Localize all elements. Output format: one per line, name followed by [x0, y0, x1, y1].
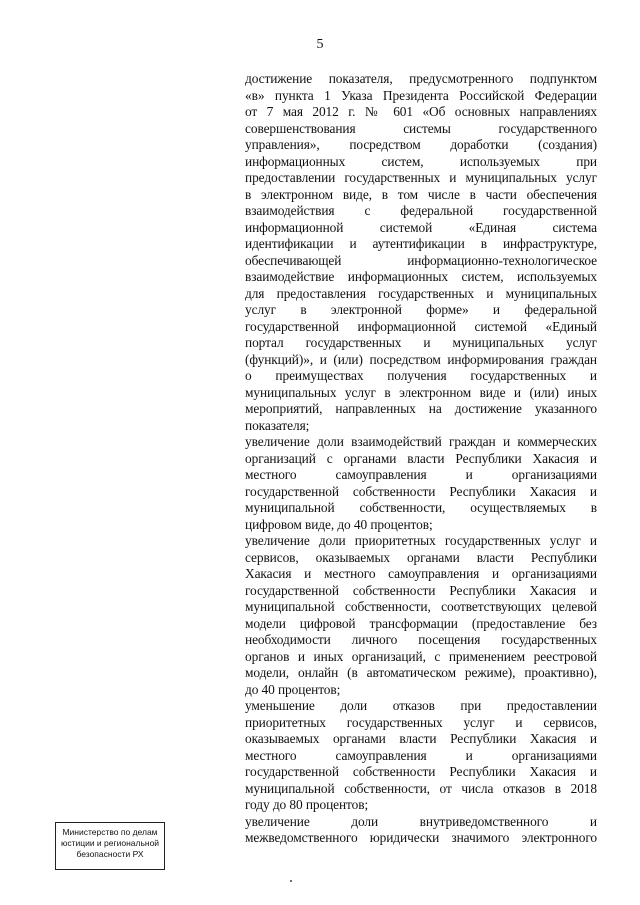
text-line: мероприятий, направленных на достижение указанного: [245, 401, 597, 416]
text-line: уменьшение доли отказов при предоставлении: [245, 698, 597, 713]
text-line: идентификации и аутентификации в инфраструктуре,: [245, 236, 597, 251]
text-line: «в» пункта 1 Указа Президента Российской Федерации: [245, 87, 597, 103]
text-line: оказываемых органами власти Республики Хакасия и: [245, 731, 597, 746]
text-line: межведомственного юридически значимого электронного: [245, 830, 597, 845]
text-line: муниципальных услуг в электронном виде и (или) иных: [245, 384, 597, 400]
text-line: Хакасия и местного самоуправления и организациями: [245, 566, 597, 581]
text-line: совершенствования системы государственного: [245, 120, 597, 136]
text-line: местного самоуправления и организациями: [245, 747, 597, 763]
text-line: услуг в электронной форме» и федеральной: [245, 302, 597, 317]
text-line: достижение показателя, предусмотренного подпунктом: [245, 71, 597, 86]
text-line: обеспечивающей информационно-технологическое: [245, 252, 597, 268]
text-line: от 7 мая 2012 г. № 601 «Об основных направлениях: [245, 104, 597, 119]
text-line: цифровом виде, до 40 процентов;: [245, 516, 433, 532]
text-line: модели цифровой трансформации (предоставление без: [245, 615, 597, 631]
text-line: портал государственных и муниципальных услуг: [245, 335, 597, 350]
ministry-stamp: [55, 822, 165, 870]
text-line: государственной собственности Республики Хакасия и: [245, 582, 597, 598]
page-number: 5: [316, 37, 324, 52]
text-line: показателя;: [245, 417, 310, 433]
text-line: увеличение доли приоритетных государственных услуг и: [245, 533, 597, 548]
stamp-line: Министерство по делам: [62, 827, 158, 837]
text-line: сервисов, оказываемых органами власти Республики: [245, 549, 597, 565]
text-line: государственной информационной системой «Единый: [245, 318, 597, 334]
text-line: управления», посредством доработки (создания): [245, 137, 597, 152]
text-line: (функций)», и (или) посредством информирования граждан: [245, 351, 597, 367]
text-line: государственной собственности Республики Хакасия и: [245, 483, 597, 499]
stamp-line: юстиции и региональной: [60, 838, 160, 848]
text-line: информационной системой «Единая система: [245, 219, 597, 235]
text-line: муниципальной собственности, от числа отказов в 2018: [245, 780, 597, 796]
text-line: увеличение доли внутриведомственного и: [245, 813, 597, 829]
text-line: о преимуществах получения государственных и: [245, 368, 597, 383]
text-line: государственной собственности Республики Хакасия и: [245, 764, 597, 779]
text-line: муниципальной собственности, соответствующих целевой: [245, 599, 597, 614]
text-line: в электронном виде, в том числе в части обеспечения: [245, 186, 597, 202]
text-line: модели, онлайн (в автоматическом режиме), проактивно),: [245, 665, 597, 680]
text-line: местного самоуправления и организациями: [245, 467, 597, 482]
text-line: до 40 процентов;: [245, 681, 341, 697]
text-line: информационных систем, используемых при: [245, 153, 597, 169]
body-text: [245, 71, 597, 847]
text-line: приоритетных государственных услуг и сервисов,: [245, 714, 597, 730]
text-line: необходимости личного посещения государственных: [245, 632, 597, 647]
text-line: увеличение доли взаимодействий граждан и коммерческих: [245, 434, 597, 449]
text-line: взаимодействие информационных систем, используемых: [245, 269, 597, 284]
text-line: году до 80 процентов;: [245, 797, 369, 812]
text-line: для предоставления государственных и муниципальных: [245, 285, 597, 301]
stamp-line: безопасности РХ: [76, 849, 144, 859]
text-line: взаимодействия с федеральной государственной: [245, 203, 597, 218]
text-line: муниципальной собственности, осуществляемых в: [245, 500, 597, 515]
text-line: органов и иных организаций, с применением реестровой: [245, 648, 597, 664]
text-line: организаций с органами власти Республики Хакасия и: [245, 450, 597, 466]
scan-speck: [290, 880, 292, 882]
text-line: предоставлении государственных и муниципальных услуг: [245, 170, 597, 185]
